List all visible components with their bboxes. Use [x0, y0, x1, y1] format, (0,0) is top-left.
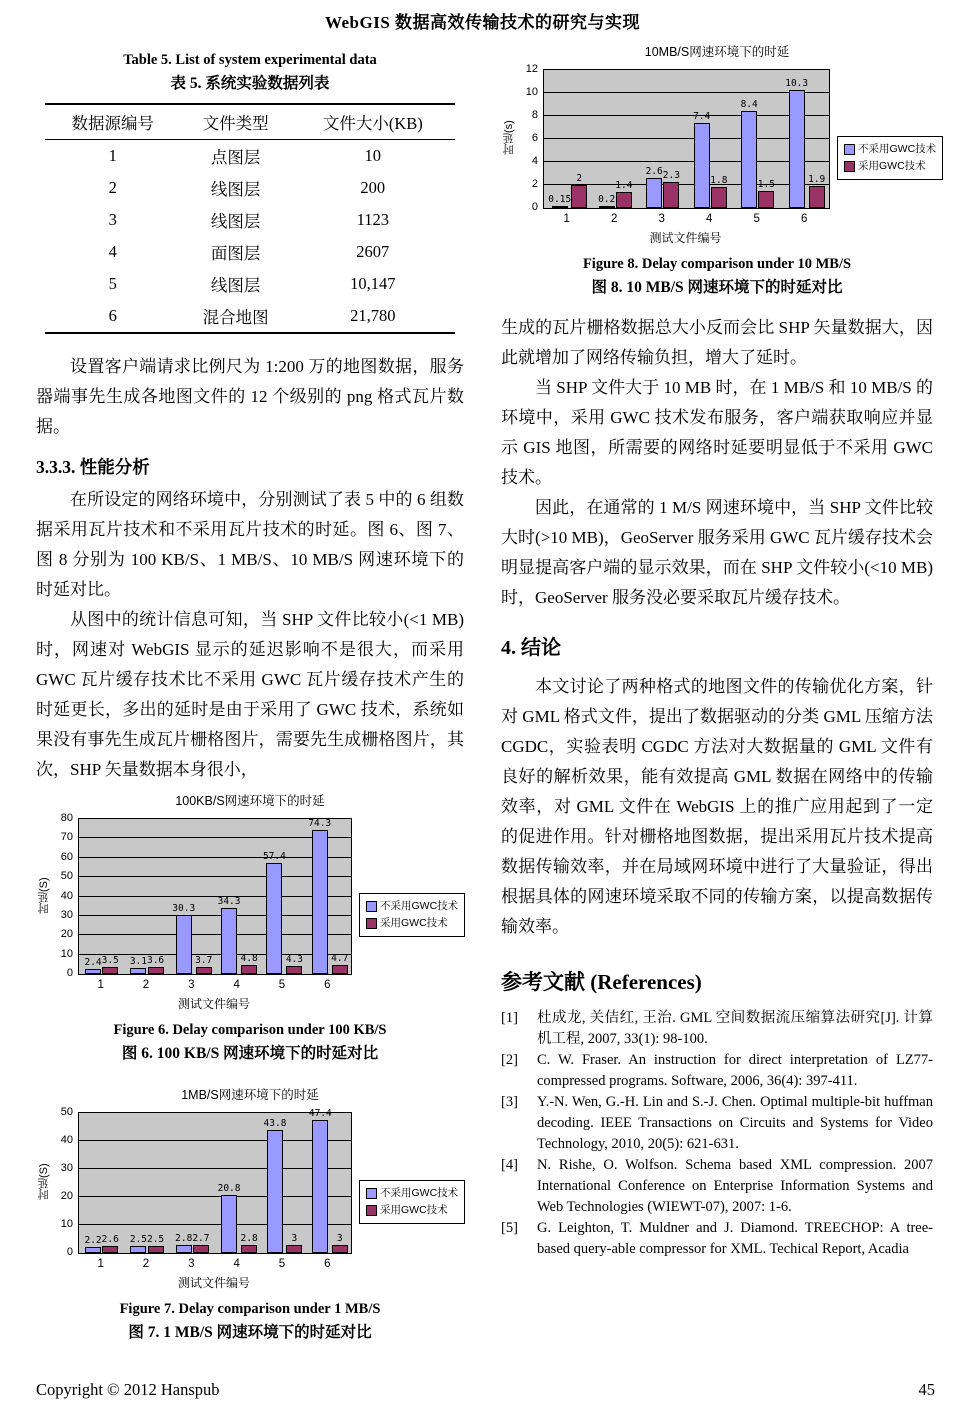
- reference-item: [501, 1218, 933, 1260]
- figure8-caption-en: Figure 8. Delay comparison under 10 MB/S: [582, 256, 852, 272]
- bar-group: [260, 1113, 305, 1253]
- chart-main: [501, 63, 937, 246]
- bar-value-label: 1.8: [710, 175, 728, 187]
- bar-group: [260, 819, 305, 974]
- bar-group: [687, 70, 735, 208]
- y-tick-label: 0: [531, 201, 538, 213]
- table-cell: 200: [360, 178, 386, 197]
- y-tick-label: 50: [60, 1106, 73, 1118]
- bar-group: [79, 1113, 124, 1253]
- x-tick-label: 5: [278, 979, 286, 991]
- bar-column: [286, 1234, 302, 1253]
- x-axis-ticks: [78, 1258, 350, 1270]
- bar-value-label: 4.8: [240, 952, 258, 964]
- bar-series-2: [102, 967, 118, 974]
- bar-series-1: [646, 178, 662, 208]
- y-axis-ticks: [52, 812, 78, 979]
- figure6-caption: [36, 1022, 464, 1063]
- x-axis-title: 测试文件编号: [177, 997, 250, 1011]
- bar-column: [218, 897, 241, 974]
- table-cell: 面图层: [210, 244, 261, 263]
- x-tick-label: 5: [753, 213, 760, 225]
- chart-main: [36, 1106, 464, 1291]
- y-axis-title: 时延(S): [38, 1163, 50, 1201]
- bar-series-1: [312, 830, 328, 974]
- bar-value-label: 0.15: [548, 194, 572, 205]
- bar-column: [571, 174, 587, 208]
- bar-column: [130, 1235, 147, 1253]
- bar-value-label: 2.2: [84, 1234, 102, 1246]
- table-header-cell: 文件大小(KB): [290, 104, 455, 140]
- bar-group: [592, 70, 640, 208]
- x-tick-label: 2: [611, 213, 618, 225]
- table-row: [45, 172, 456, 204]
- bar-series-2: [758, 191, 774, 208]
- paragraph: 从图中的统计信息可知，当 SHP 文件比较小(<1 MB)时，网速对 WebGIS 显示的延迟影响不是很大，而采用 GWC 瓦片缓存技术比不采用 GWC 瓦片缓存技术产生的时延更长，多出的延时是由于采用了 GWC 技术，系统如果没有事先生成瓦片栅格图片，需要先生成栅格图片，其次，SHP 矢量数据本身很小，: [36, 610, 464, 779]
- bar-series-1: [694, 123, 710, 208]
- y-tick-label: 70: [60, 831, 73, 844]
- x-tick-label: 2: [142, 979, 150, 991]
- table-header-cell: 数据源编号: [45, 104, 181, 140]
- figure7-caption-zh: 图 7. 1 MB/S 网速环境下的时延对比: [128, 1324, 372, 1341]
- bar-value-label: 20.8: [217, 1182, 241, 1194]
- bar-groups: [79, 1108, 351, 1253]
- bar-column: [332, 1234, 348, 1253]
- legend-text: 采用GWC技术: [380, 1203, 448, 1216]
- reference-text: C. W. Fraser. An instruction for direct interpretation of LZ77-compressed programs. Software, 2006, 36(4): 397-411.: [537, 1052, 933, 1089]
- bar-value-label: 4.3: [285, 953, 303, 965]
- legend-swatch: [366, 901, 377, 912]
- x-tick-label: 3: [188, 1258, 195, 1270]
- bar-series-2: [332, 1245, 348, 1253]
- x-tick-label: 1: [97, 979, 104, 991]
- x-axis-ticks: [78, 979, 350, 991]
- bar-value-label: 3: [291, 1232, 298, 1244]
- conclusion-paragraph: 本文讨论了两种格式的地图文件的传输优化方案，针对 GML 格式文件，提出了数据驱动的分类 GML 压缩方法 CGDC，实验表明 CGDC 方法对大数据量的 GML 文件有良好的解析效果，能有效提高 GML 数据在网络中的传输效率，对 GML 文件在 WebGIS 上的推广应用起到了一定的促进作用。针对栅格地图数据，提出采用瓦片技术提高数据传输效率，并在局域网环境中进行了大量验证，得出根据具体的网速环境采取不同的传输方案，以提高数据传输效率。: [501, 677, 933, 936]
- bar-group: [170, 819, 215, 974]
- y-tick-label: 4: [531, 155, 538, 167]
- bar-value-label: 3: [336, 1232, 343, 1244]
- bar-column: [663, 171, 680, 208]
- bar-series-2: [332, 965, 348, 974]
- bar-series-2: [571, 185, 587, 208]
- table-row: [45, 236, 456, 268]
- y-tick-label: 10: [525, 86, 538, 98]
- y-tick-label: 8: [531, 109, 538, 121]
- reference-number: [2]: [501, 1052, 518, 1068]
- table-cell: 2607: [356, 242, 390, 261]
- reference-number: [1]: [501, 1010, 518, 1026]
- figure7-caption: [36, 1301, 464, 1342]
- legend-swatch: [844, 161, 855, 172]
- bar-column: [147, 1235, 164, 1253]
- y-tick-label: 0: [66, 967, 73, 979]
- bar-series-1: [176, 915, 192, 974]
- bar-value-label: 3.6: [146, 955, 165, 967]
- left-column: [36, 52, 464, 1342]
- x-tick-label: 4: [233, 1258, 240, 1270]
- bar-series-2: [286, 966, 302, 974]
- chart-title: 10MB/S网速环境下的时延: [644, 45, 790, 59]
- paragraph: 在所设定的网络环境中，分别测试了表 5 中的 6 组数据采用瓦片技术和不采用瓦片技术的时延。图 6、图 7、图 8 分别为 100 KB/S、1 MB/S、10 MB/S 网速环境下的时延对比。: [36, 490, 464, 599]
- plot-area-wrap: [78, 1108, 352, 1291]
- bar-column: [785, 79, 808, 208]
- bar-series-1: [85, 1247, 101, 1253]
- bar-series-2: [196, 967, 212, 974]
- bar-value-label: 2.8: [240, 1233, 258, 1245]
- legend-text: 采用GWC技术: [380, 917, 448, 929]
- bar-series-1: [266, 863, 282, 974]
- legend-swatch: [366, 1188, 377, 1199]
- table-row: [45, 268, 456, 300]
- bar-column: [263, 852, 286, 974]
- bar-value-label: 57.4: [262, 850, 286, 862]
- bar-group: [79, 819, 124, 974]
- paragraph: 当 SHP 文件大于 10 MB 时，在 1 MB/S 和 10 MB/S 的环境中，采用 GWC 技术发布服务，客户端获取响应并显示 GIS 地图，所需要的网络时延要明显低于不采用 GWC 技术。: [501, 378, 933, 487]
- y-tick-label: 10: [60, 1218, 73, 1230]
- right-column: [501, 42, 937, 1260]
- plot-area-wrap: [543, 69, 830, 246]
- section-heading-333: 3.3.3. 性能分析: [36, 457, 150, 477]
- legend-swatch: [366, 1205, 377, 1216]
- paragraph: 生成的瓦片栅格数据总大小反而会比 SHP 矢量数据大，因此就增加了网络传输负担，增大了延时。: [501, 318, 933, 367]
- chart-title: 100KB/S网速环境下的时延: [175, 794, 325, 808]
- bar-value-label: 3.1: [129, 956, 147, 967]
- bar-series-1: [130, 1246, 146, 1253]
- table-row: [45, 300, 456, 333]
- chart-legend: [359, 893, 465, 937]
- bar-value-label: 3.7: [195, 954, 213, 966]
- bar-column: [84, 958, 101, 974]
- bar-column: [309, 1109, 332, 1253]
- paragraph: 设置客户端请求比例尺为 1:200 万的地图数据，服务器端事先生成各地图文件的 12 个级别的 png 格式瓦片数据。: [36, 357, 464, 436]
- bar-value-label: 2.6: [101, 1233, 119, 1245]
- reference-text: G. Leighton, T. Muldner and J. Diamond. TREECHOP: A tree-based query-able compressor for XML. Techical Report, Acadia: [537, 1220, 933, 1257]
- section-heading-4: 4. 结论: [501, 637, 561, 659]
- bar-series-1: [176, 1245, 192, 1253]
- bar-value-label: 74.3: [308, 818, 332, 830]
- bar-column: [84, 1236, 101, 1253]
- bar-value-label: 2: [576, 173, 583, 184]
- table-head: [45, 104, 456, 140]
- legend-item: [844, 158, 936, 175]
- bar-series-2: [286, 1245, 302, 1253]
- table-cell: 混合地图: [202, 308, 269, 327]
- bar-group: [124, 819, 169, 974]
- bar-value-label: 2.5: [146, 1234, 165, 1245]
- bar-column: [710, 176, 727, 208]
- bar-value-label: 34.3: [217, 895, 241, 907]
- legend-item: [366, 915, 458, 932]
- bar-column: [192, 1234, 209, 1253]
- bar-value-label: 2.7: [192, 1233, 210, 1245]
- bar-value-label: 2.6: [645, 166, 663, 178]
- paragraph: 因此，在通常的 1 M/S 网速环境中，当 SHP 文件比较大时(>10 MB)，GeoServer 服务采用 GWC 瓦片缓存技术会明显提高客户端的显示效果，而在 SHP 文件较小(<10 MB)时，GeoServer 服务没必要采取瓦片缓存技术。: [501, 498, 933, 607]
- y-tick-label: 20: [60, 928, 73, 941]
- legend-swatch: [844, 144, 855, 155]
- table-cell: 线图层: [210, 212, 261, 231]
- table-cell: 线图层: [210, 180, 261, 199]
- bar-column: [218, 1184, 241, 1253]
- bar-value-label: 43.8: [263, 1118, 287, 1130]
- bar-groups: [79, 819, 351, 974]
- bar-value-label: 8.4: [740, 99, 758, 111]
- table5-caption: [36, 52, 464, 93]
- x-axis-ticks: [543, 213, 828, 225]
- figure7-caption-en: Figure 7. Delay comparison under 1 MB/S: [119, 1301, 381, 1317]
- bar-value-label: 1.9: [808, 174, 826, 186]
- bar-series-2: [102, 1246, 118, 1253]
- table-header-cell: 文件类型: [181, 104, 290, 140]
- bar-group: [215, 1113, 260, 1253]
- reference-item: [501, 1008, 933, 1050]
- bar-series-2: [809, 186, 825, 208]
- y-tick-label: 6: [531, 132, 538, 144]
- bar-value-label: 1.5: [757, 178, 775, 190]
- table-cell: 2: [108, 178, 117, 197]
- bar-column: [175, 1234, 192, 1253]
- reference-number: [5]: [501, 1220, 518, 1236]
- figure6-caption-zh: 图 6. 100 KB/S 网速环境下的时延对比: [121, 1045, 379, 1062]
- bar-value-label: 2.3: [662, 169, 680, 181]
- figure6-caption-en: Figure 6. Delay comparison under 100 KB/S: [113, 1022, 387, 1038]
- plot-area-wrap: [78, 818, 352, 1012]
- y-tick-label: 50: [60, 870, 73, 883]
- bar-column: [241, 1234, 258, 1253]
- bar-column: [195, 956, 212, 974]
- y-axis-ticks: [52, 1106, 78, 1258]
- legend-text: 不采用GWC技术: [380, 900, 459, 912]
- bar-value-label: 10.3: [785, 77, 809, 89]
- references-list: [501, 1008, 933, 1260]
- chart-legend: [359, 1180, 465, 1224]
- bar-column: [241, 954, 258, 974]
- bar-series-1: [599, 206, 615, 208]
- figure7-chart: [36, 1085, 464, 1291]
- bar-value-label: 47.4: [308, 1108, 332, 1120]
- bar-column: [102, 956, 119, 974]
- y-tick-label: 2: [531, 178, 538, 190]
- legend-item: [366, 1202, 458, 1219]
- chart-main: [36, 812, 464, 1012]
- bar-value-label: 1.4: [615, 179, 633, 191]
- figure8-caption-zh: 图 8. 10 MB/S 网速环境下的时延对比: [591, 279, 843, 296]
- x-tick-label: 6: [324, 979, 331, 991]
- bar-column: [286, 955, 303, 974]
- reference-text: N. Rishe, O. Wolfson. Schema based XML compression. 2007 International Conference on Enterprise Information Systems and Web Technologies (WIEWT-07), 2007: 1-6.: [537, 1157, 933, 1215]
- table-cell: 点图层: [210, 148, 261, 167]
- chart-title: 1MB/S网速环境下的时延: [181, 1088, 319, 1102]
- bar-series-2: [711, 187, 727, 208]
- bar-column: [808, 175, 825, 208]
- bar-value-label: 30.3: [172, 903, 196, 915]
- legend-text: 不采用GWC技术: [380, 1186, 459, 1199]
- table5-caption-en: Table 5. List of system experimental data: [123, 52, 377, 68]
- table5-caption-zh: 表 5. 系统实验数据列表: [170, 75, 330, 92]
- bar-column: [308, 819, 331, 974]
- bar-column: [741, 100, 758, 208]
- references-heading: 参考文献 (References): [501, 970, 702, 994]
- table-cell: 6: [108, 306, 117, 325]
- bar-group: [215, 819, 260, 974]
- bar-column: [646, 167, 663, 208]
- bar-column: [758, 180, 775, 208]
- bar-column: [548, 195, 571, 208]
- bar-value-label: 0.2: [598, 193, 616, 205]
- table-cell: 4: [108, 242, 117, 261]
- bar-group: [734, 70, 782, 208]
- y-tick-label: 80: [60, 812, 73, 824]
- y-tick-label: 40: [60, 889, 73, 902]
- bar-group: [306, 1108, 351, 1253]
- reference-item: [501, 1092, 933, 1155]
- y-tick-label: 30: [60, 1162, 73, 1174]
- x-tick-label: 2: [142, 1258, 150, 1270]
- legend-text: 不采用GWC技术: [858, 142, 937, 155]
- bar-column: [102, 1235, 119, 1253]
- legend-item: [366, 898, 458, 915]
- bar-series-2: [241, 965, 257, 974]
- x-tick-label: 4: [706, 213, 713, 225]
- bar-groups: [544, 70, 829, 208]
- x-tick-label: 3: [658, 213, 665, 225]
- y-axis-title: 时延(s): [503, 120, 515, 156]
- bar-value-label: 2.8: [175, 1233, 193, 1245]
- bar-series-2: [148, 967, 164, 974]
- legend-swatch: [366, 918, 377, 929]
- bar-series-2: [193, 1245, 209, 1253]
- bar-group: [782, 70, 830, 208]
- bar-series-1: [221, 1195, 237, 1253]
- figure8-caption: [501, 256, 933, 297]
- table-cell: 1: [108, 146, 117, 165]
- y-tick-label: 0: [66, 1246, 73, 1258]
- plot-area: [78, 818, 352, 975]
- y-tick-label: 30: [60, 908, 73, 921]
- bar-series-1: [267, 1130, 283, 1253]
- bar-group: [639, 70, 687, 208]
- bar-series-2: [241, 1245, 257, 1253]
- bar-value-label: 2.4: [84, 957, 102, 969]
- bar-column: [693, 112, 710, 208]
- y-tick-label: 40: [60, 1134, 73, 1146]
- experiment-data-table: [45, 103, 456, 334]
- bar-series-1: [741, 111, 757, 208]
- table-header-row: [45, 104, 456, 140]
- bar-value-label: 3.5: [101, 955, 119, 967]
- table-cell: 5: [108, 274, 117, 293]
- plot-area: [78, 1108, 352, 1254]
- bar-series-1: [221, 908, 237, 974]
- y-tick-label: 20: [60, 1190, 73, 1202]
- y-tick-label: 10: [60, 947, 73, 960]
- table-row: [45, 140, 456, 173]
- table-row: [45, 204, 456, 236]
- table-body: [45, 140, 456, 334]
- bar-value-label: 7.4: [693, 110, 711, 122]
- chart-legend: [837, 136, 943, 180]
- table-cell: 21,780: [350, 306, 396, 325]
- legend-item: [366, 1185, 458, 1202]
- table-cell: 10: [364, 146, 382, 165]
- bar-group: [170, 1113, 215, 1253]
- y-axis-ticks: [517, 63, 543, 213]
- bar-group: [544, 70, 592, 208]
- figure8-chart: [501, 42, 937, 246]
- bar-series-2: [663, 182, 679, 208]
- x-tick-label: 3: [188, 979, 195, 991]
- reference-item: [501, 1155, 933, 1218]
- y-tick-label: 60: [60, 850, 73, 863]
- x-tick-label: 6: [801, 213, 808, 225]
- bar-series-1: [312, 1120, 328, 1253]
- bar-series-1: [789, 90, 805, 208]
- bar-value-label: 2.5: [129, 1234, 147, 1245]
- page-title: WebGIS 数据高效传输技术的研究与实现: [324, 13, 641, 32]
- bar-value-label: 4.7: [331, 952, 349, 964]
- bar-series-1: [85, 969, 101, 974]
- bar-series-2: [148, 1246, 164, 1253]
- bar-group: [124, 1113, 169, 1253]
- x-tick-label: 1: [563, 213, 570, 225]
- x-axis-title: 测试文件编号: [177, 1276, 250, 1290]
- legend-text: 采用GWC技术: [858, 159, 926, 172]
- table-cell: 3: [108, 210, 117, 229]
- x-axis-title: 测试文件编号: [649, 231, 722, 245]
- reference-number: [4]: [501, 1157, 518, 1173]
- table-cell: 线图层: [210, 276, 261, 295]
- bar-column: [147, 956, 164, 974]
- plot-area: [543, 69, 830, 209]
- table-cell: 1123: [356, 210, 389, 229]
- x-tick-label: 5: [278, 1258, 286, 1270]
- copyright-text: Copyright © 2012 Hanspub: [36, 1380, 220, 1399]
- figure6-chart: [36, 791, 464, 1012]
- bar-column: [130, 957, 147, 974]
- x-tick-label: 6: [324, 1258, 331, 1270]
- bar-column: [172, 904, 195, 974]
- table-cell: 10,147: [350, 274, 396, 293]
- reference-text: Y.-N. Wen, G.-H. Lin and S.-J. Chen. Optimal multiple-bit huffman decoding. IEEE Transactions on Circuits and Systems for Video Technology, 2010, 20(5): 621-631.: [537, 1094, 933, 1152]
- bar-series-1: [552, 206, 568, 208]
- page-number: 45: [918, 1380, 935, 1399]
- bar-column: [264, 1119, 287, 1253]
- bar-group: [306, 819, 351, 974]
- bar-column: [598, 195, 615, 208]
- reference-number: [3]: [501, 1094, 518, 1110]
- bar-series-1: [130, 968, 146, 974]
- y-tick-label: 12: [525, 63, 538, 75]
- bar-column: [615, 181, 632, 208]
- reference-item: [501, 1050, 933, 1092]
- x-tick-label: 1: [97, 1258, 104, 1270]
- y-axis-title: 时延(S): [38, 877, 50, 914]
- bar-column: [331, 954, 348, 974]
- legend-item: [844, 141, 936, 158]
- reference-text: 杜成龙, 关佶红, 王治. GML 空间数据流压缩算法研究[J]. 计算机工程, 2007, 33(1): 98-100.: [537, 1010, 933, 1047]
- x-tick-label: 4: [233, 979, 240, 991]
- bar-series-2: [616, 192, 632, 208]
